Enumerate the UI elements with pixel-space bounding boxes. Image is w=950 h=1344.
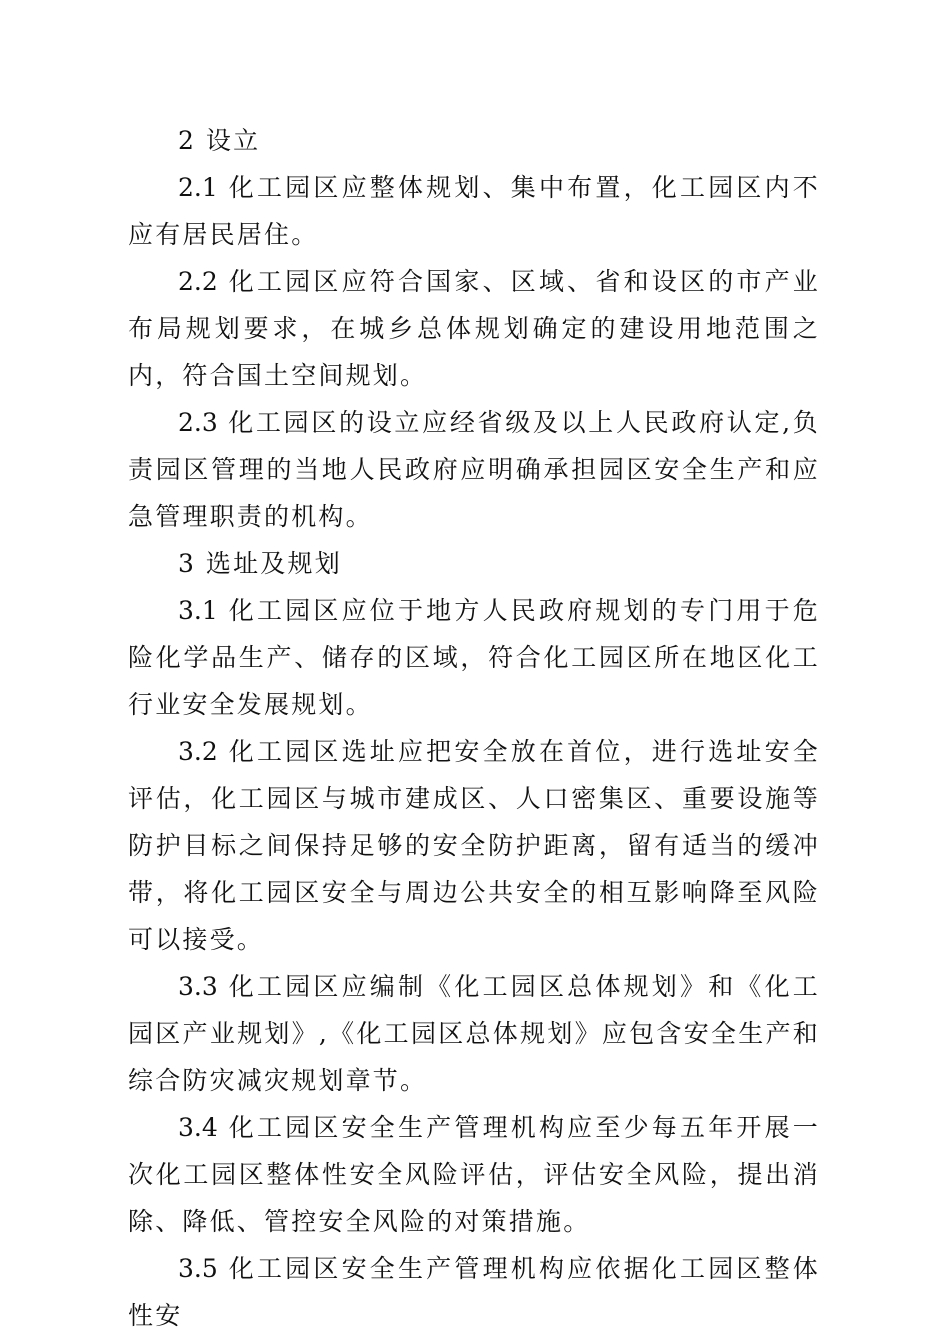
clause-text: 化工园区应符合国家、区域、省和设区的市产业布局规划要求，在城乡总体规划确定的建设用地范围之内，符合国土空间规划。 <box>128 267 820 390</box>
clause-number: 3.4 <box>178 1113 218 1142</box>
clause-number: 3.2 <box>178 737 218 766</box>
clause-text: 化工园区应整体规划、集中布置，化工园区内不应有居民居住。 <box>128 173 820 249</box>
clause-text: 化工园区安全生产管理机构应至少每五年开展一次化工园区整体性安全风险评估，评估安全风险，提出消除、降低、管控安全风险的对策措施。 <box>128 1113 820 1236</box>
section-number: 2 <box>178 126 194 155</box>
clause-paragraph <box>128 399 820 540</box>
clause-text: 化工园区应位于地方人民政府规划的专门用于危险化学品生产、储存的区域，符合化工园区所在地区化工行业安全发展规划。 <box>128 596 820 719</box>
clause-paragraph <box>128 164 820 258</box>
clause-number: 3.5 <box>178 1254 218 1283</box>
clause-number: 3.3 <box>178 972 218 1001</box>
clause-text: 化工园区应编制《化工园区总体规划》和《化工园区产业规划》,《化工园区总体规划》应包含安全生产和综合防灾减灾规划章节。 <box>128 972 820 1095</box>
clause-number: 3.1 <box>178 596 218 625</box>
section-title: 设立 <box>205 126 261 155</box>
clause-number: 2.2 <box>178 267 218 296</box>
clause-paragraph <box>128 728 820 963</box>
clause-paragraph <box>128 1245 820 1339</box>
clause-paragraph <box>128 963 820 1104</box>
section-heading <box>128 117 820 164</box>
clause-number: 2.3 <box>178 408 218 437</box>
section-heading <box>128 540 820 587</box>
clause-text: 化工园区的设立应经省级及以上人民政府认定,负责园区管理的当地人民政府应明确承担园区安全生产和应急管理职责的机构。 <box>128 408 820 531</box>
section-title: 选址及规划 <box>205 549 342 578</box>
clause-text: 化工园区安全生产管理机构应依据化工园区整体性安 <box>128 1254 820 1330</box>
clause-paragraph <box>128 587 820 728</box>
clause-paragraph <box>128 258 820 399</box>
clause-paragraph <box>128 1104 820 1245</box>
clause-number: 2.1 <box>178 173 218 202</box>
section-number: 3 <box>178 549 194 578</box>
clause-text: 化工园区选址应把安全放在首位，进行选址安全评估，化工园区与城市建成区、人口密集区、重要设施等防护目标之间保持足够的安全防护距离，留有适当的缓冲带，将化工园区安全与周边公共安全的相互影响降至风险可以接受。 <box>128 737 820 954</box>
document-body <box>128 117 820 1339</box>
